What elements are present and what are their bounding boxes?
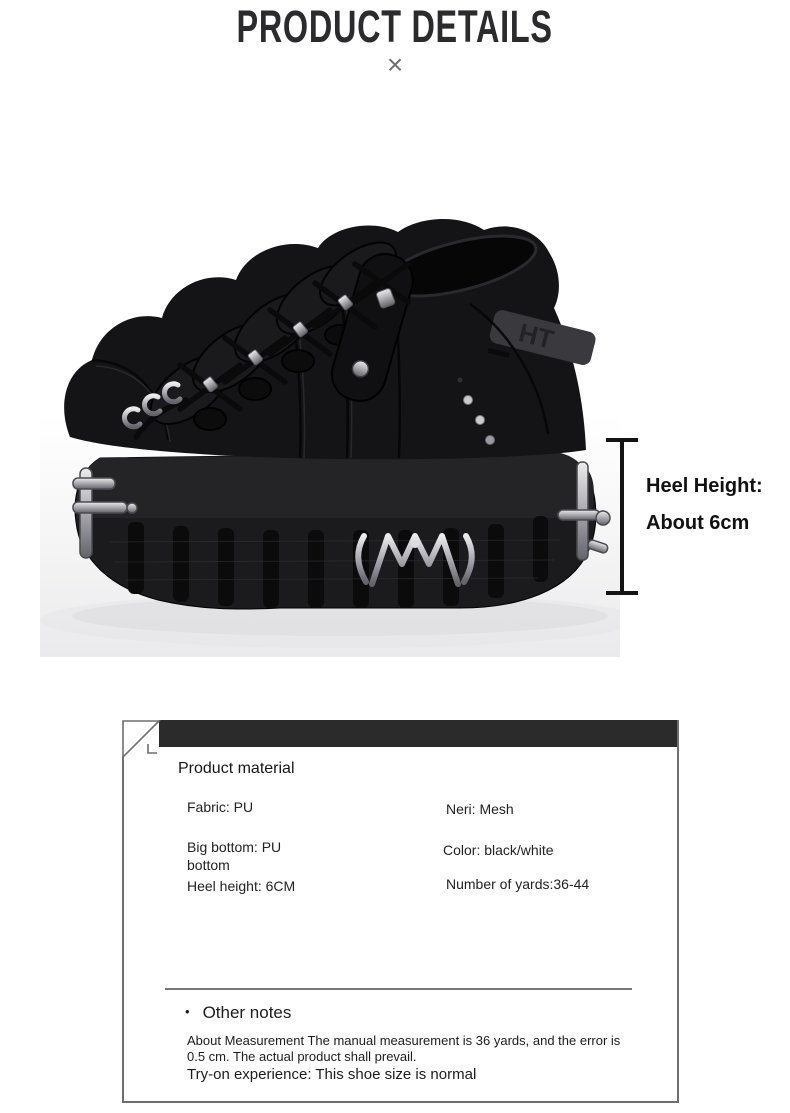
heel-logo-text: HT	[515, 317, 557, 355]
heel-height-label	[646, 468, 786, 542]
card-border-bottom	[122, 1101, 679, 1103]
spec-heel-height: Heel height: 6CM	[187, 878, 296, 894]
other-notes-title: Other notes	[202, 1003, 292, 1022]
card-border-right	[677, 720, 679, 1103]
other-notes-heading	[185, 1003, 291, 1023]
measurement-note: About Measurement The manual measurement is 36 yards, and the error is 0.5 cm. The actual product shall prevail.	[187, 1033, 621, 1064]
card-border-left	[122, 757, 124, 1103]
card-divider	[165, 988, 632, 990]
platform-sneaker-illustration	[40, 212, 620, 657]
heel-height-measure-line	[606, 438, 638, 595]
spec-big-bottom: Big bottom: PU bottom	[187, 839, 282, 873]
heel-height-line2: About 6cm	[646, 512, 750, 534]
page-title-text: PRODUCT DETAILS	[236, 1, 554, 52]
close-icon[interactable]: ×	[386, 49, 404, 80]
spec-fabric: Fabric: PU	[187, 799, 254, 815]
platform-sole	[75, 452, 596, 610]
bullet-icon: •	[185, 1004, 190, 1019]
try-on-note: Try-on experience: This shoe size is normal	[187, 1066, 477, 1083]
spec-size-range: Number of yards:36-44	[446, 876, 590, 892]
product-material-card	[122, 720, 679, 1103]
card-header-bar	[159, 720, 679, 747]
product-photo	[40, 212, 620, 657]
heel-height-line1: Heel Height:	[646, 475, 763, 497]
measure-stem	[620, 438, 624, 595]
card-heading: Product material	[178, 760, 295, 777]
folded-corner-icon	[122, 720, 164, 762]
spec-neri: Neri: Mesh	[446, 801, 514, 817]
spec-color: Color: black/white	[443, 842, 554, 858]
measure-bottom-cap	[606, 591, 638, 595]
page-title	[0, 2, 790, 52]
